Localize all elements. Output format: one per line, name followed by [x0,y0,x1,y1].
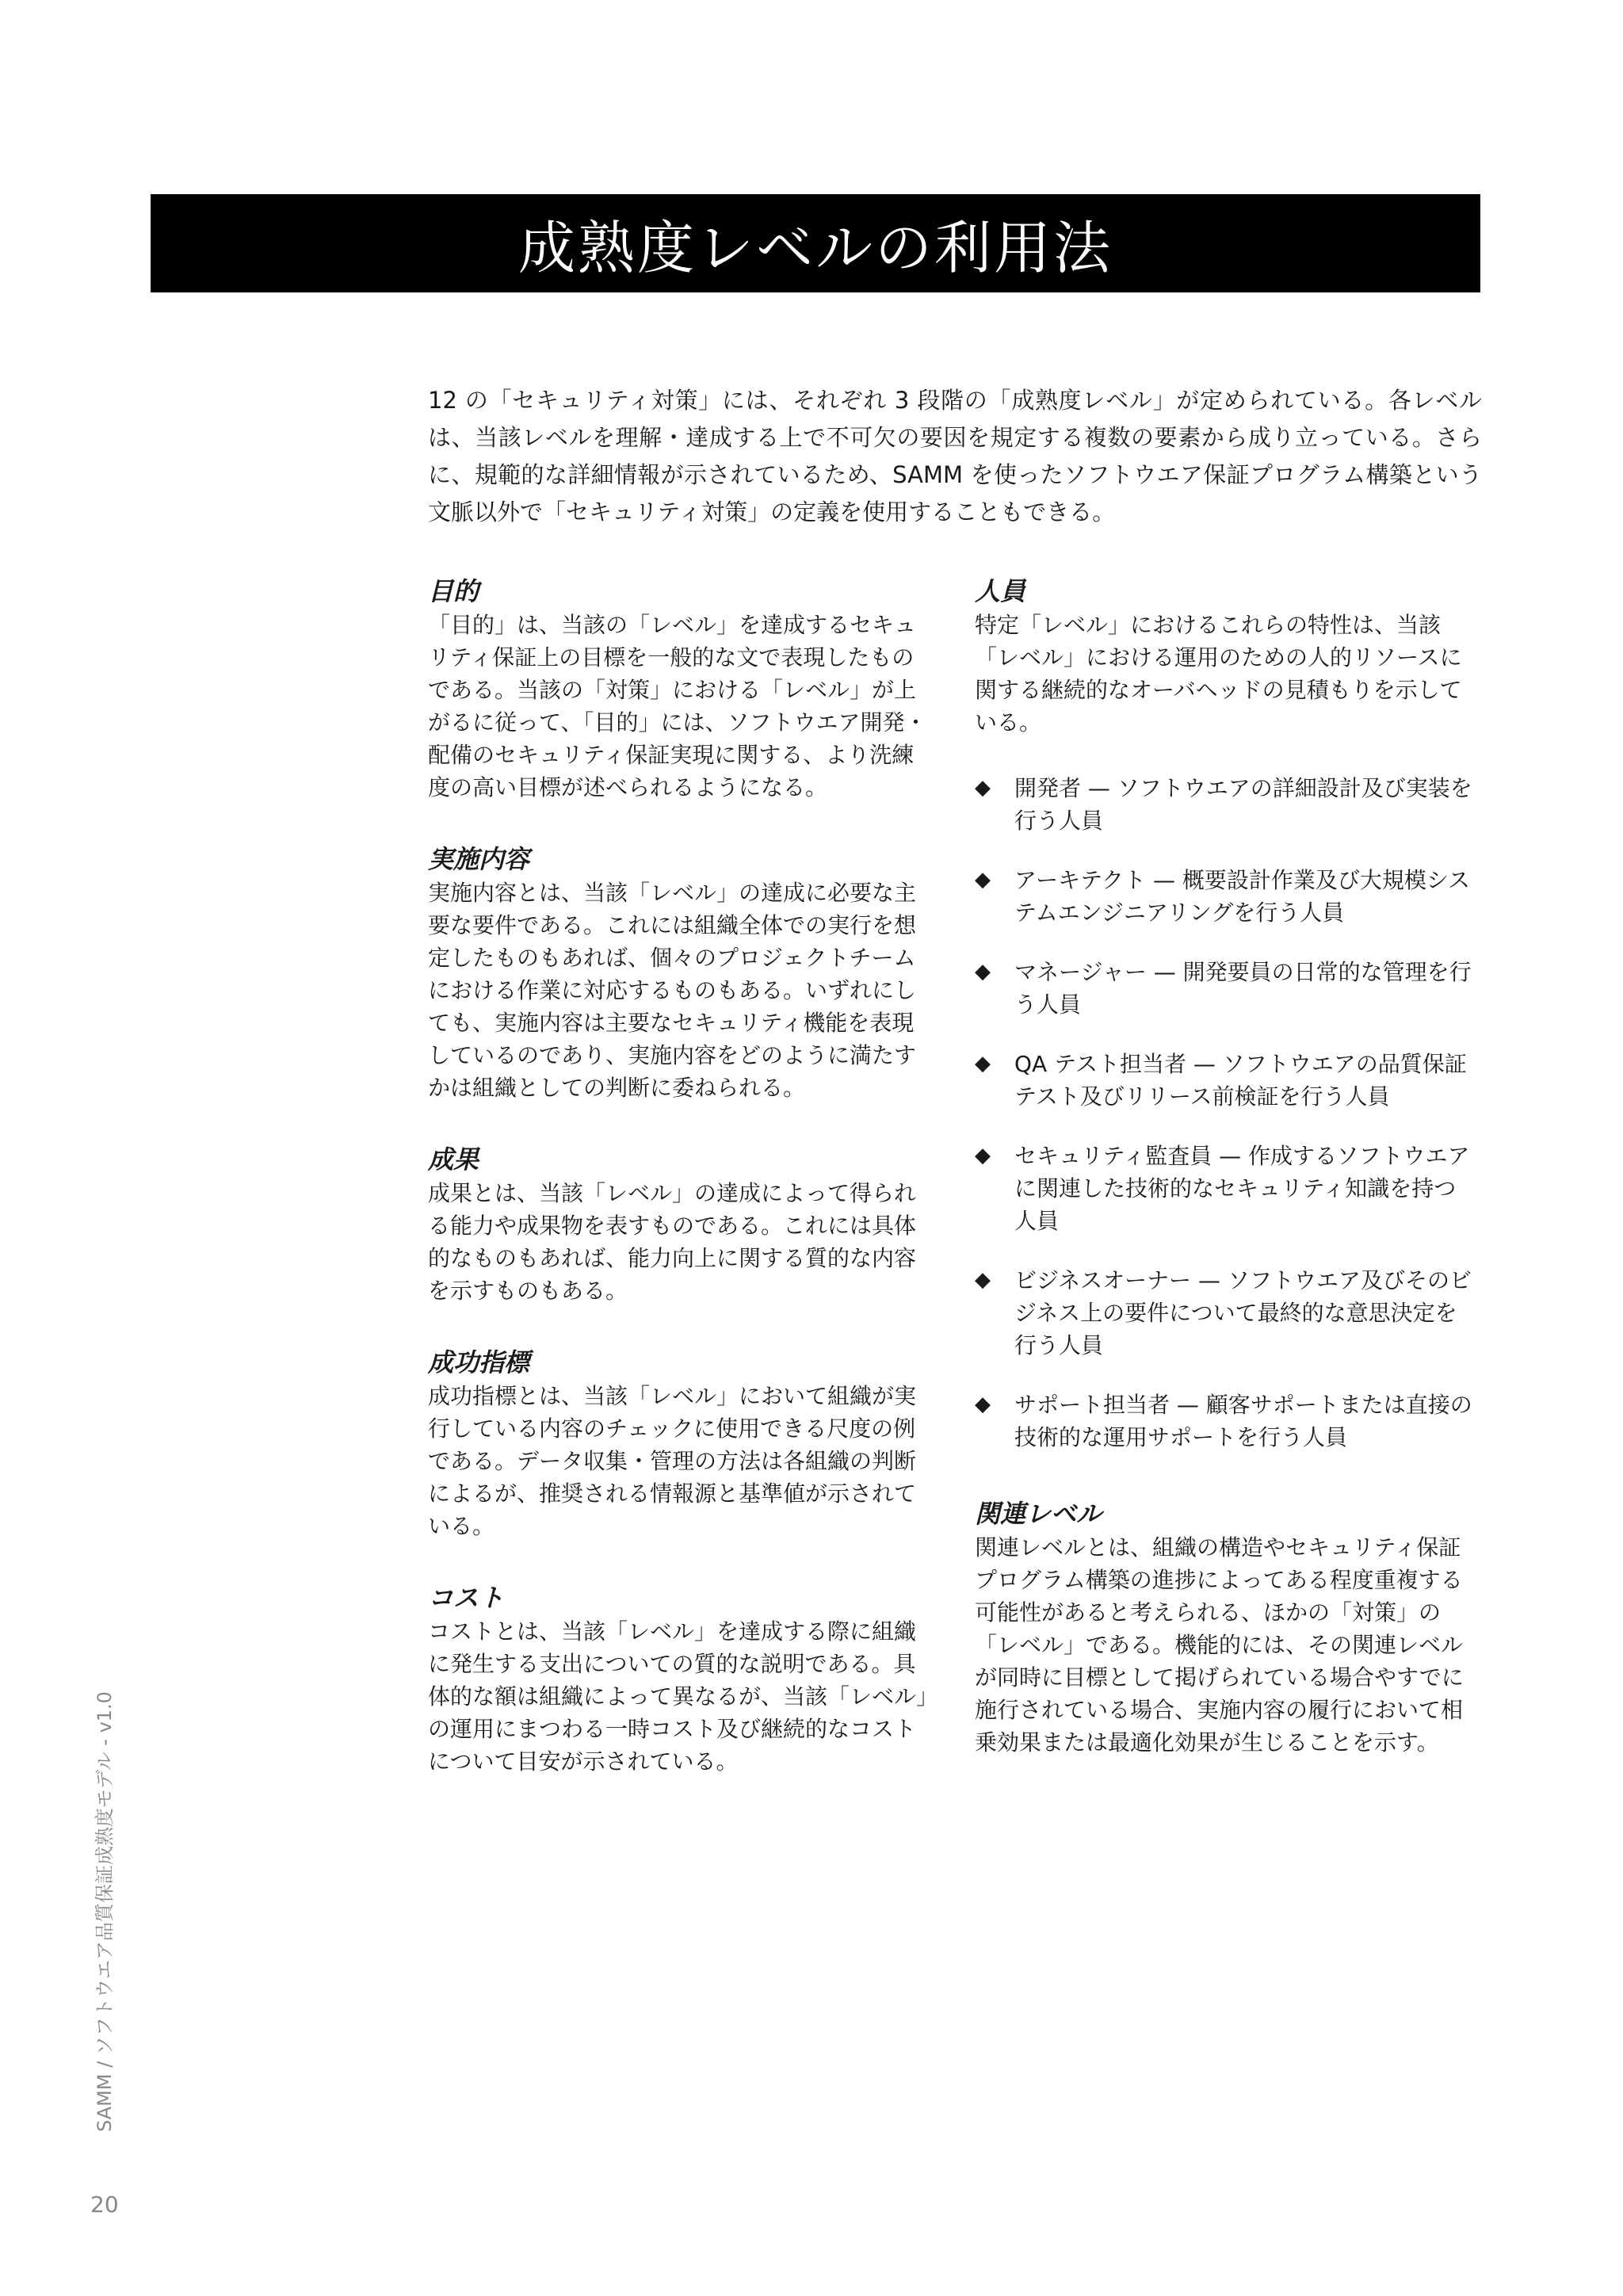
diamond-bullet-icon: ◆ [975,1052,991,1075]
role-text: マネージャー — 開発要員の日常的な管理を行う人員 [1014,959,1472,1018]
diamond-bullet-icon: ◆ [975,1268,991,1292]
role-text: アーキテクト — 概要設計作業及び大規模システムエンジニアリングを行う人員 [1014,867,1471,926]
intro-paragraph: 12 の「セキュリティ対策」には、それぞれ 3 段階の「成熟度レベル」が定められている。各レベルは、当該レベルを理解・達成する上で不可欠の要因を規定する複数の要素から成り立っている。さらに、規範的な詳細情報が示されているため、SAMM を使ったソフトウエア保証プログラム構築という文脈以外で「セキュリティ対策」の定義を使用することもできる。 [428,387,1482,525]
title-bar [151,194,1480,292]
section-body: 特定「レベル」におけるこれらの特性は、当該「レベル」における運用のための人的リソースに関する継続的なオーバヘッドの見積もりを示している。 [975,612,1462,735]
role-text: QA テスト担当者 — ソフトウエアの品質保証テスト及びリリース前検証を行う人員 [1014,1051,1467,1110]
role-text: ビジネスオーナー — ソフトウエア及びそのビジネス上の要件について最終的な意思決定を行う人員 [1014,1267,1472,1358]
section-body: 成果とは、当該「レベル」の達成によって得られる能力や成果物を表すものである。これには具体的なものもあれば、能力向上に関する質的な内容を示すものもある。 [428,1180,917,1304]
role-text: セキュリティ監査員 — 作成するソフトウエアに関連した技術的なセキュリティ知識を持つ人員 [1014,1143,1470,1234]
list-item [975,1264,1474,1362]
diamond-bullet-icon: ◆ [975,868,991,892]
section-heading: 成功指標 [428,1347,530,1377]
section-activities [428,842,927,1104]
section-body: 成功指標とは、当該「レベル」において組織が実行している内容のチェックに使用できる尺度の例である。データ収集・管理の方法は各組織の判断によるが、推奨される情報源と基準値が示されている。 [428,1383,917,1539]
list-item [975,1389,1474,1454]
section-body: 「目的」は、当該の「レベル」を達成するセキュリティ保証上の目標を一般的な文で表現したものである。当該の「対策」における「レベル」が上がるに従って、「目的」には、ソフトウエア開発・配備のセキュリティ保証実現に関する、より洗練度の高い目標が述べられるようになる。 [428,612,927,800]
left-column [428,574,927,1816]
section-heading: 関連レベル [975,1499,1102,1529]
section-body: 関連レベルとは、組織の構造やセキュリティ保証プログラム構築の進捗によってある程度重複する可能性があると考えられる、ほかの「対策」の「レベル」である。機能的には、その関連レベルが同時に目標として掲げられている場合やすでに施行されている場合、実施内容の履行において相乗効果または最適化効果が生じることを示す。 [975,1534,1464,1755]
section-body: コストとは、当該「レベル」を達成する際に組織に発生する支出についての質的な説明である。具体的な額は組織によって異なるが、当該「レベル」の運用にまつわる一時コスト及び継続的なコストについて目安が示されている。 [428,1618,928,1775]
list-item [975,1140,1474,1237]
role-text: 開発者 — ソフトウエアの詳細設計及び実装を行う人員 [1014,775,1472,834]
section-personnel [975,574,1474,739]
section-objective [428,574,927,804]
personnel-role-list [975,772,1474,1454]
page-number: 20 [90,2191,119,2218]
role-text: サポート担当者 — 顧客サポートまたは直接の技術的な運用サポートを行う人員 [1014,1392,1472,1450]
section-heading: 人員 [975,576,1026,606]
diamond-bullet-icon: ◆ [975,776,991,800]
diamond-bullet-icon: ◆ [975,1144,991,1167]
section-results [428,1142,927,1307]
document-sidebar-label: SAMM / ソフトウエア品質保証成熟度モデル - v1.0 [94,1691,116,2132]
list-item [975,1048,1474,1113]
section-body: 実施内容とは、当該「レベル」の達成に必要な主要な要件である。これには組織全体での実行を想定したものもあれば、個々のプロジェクトチームにおける作業に対応するものもある。いずれにしても、実施内容は主要なセキュリティ機能を表現しているのであり、実施内容をどのように満たすかは組織としての判断に委ねられる。 [428,880,917,1101]
section-heading: 成果 [428,1144,479,1175]
page-title: 成熟度レベルの利用法 [517,215,1113,281]
diamond-bullet-icon: ◆ [975,1392,991,1416]
section-related-levels [975,1496,1474,1759]
list-item [975,956,1474,1021]
list-item [975,772,1474,837]
list-item [975,864,1474,929]
section-heading: 目的 [428,576,479,606]
section-heading: 実施内容 [428,844,530,874]
diamond-bullet-icon: ◆ [975,960,991,984]
section-heading: コスト [428,1583,505,1613]
right-column [975,574,1474,1797]
section-costs [428,1580,927,1778]
section-success-metrics [428,1345,927,1542]
